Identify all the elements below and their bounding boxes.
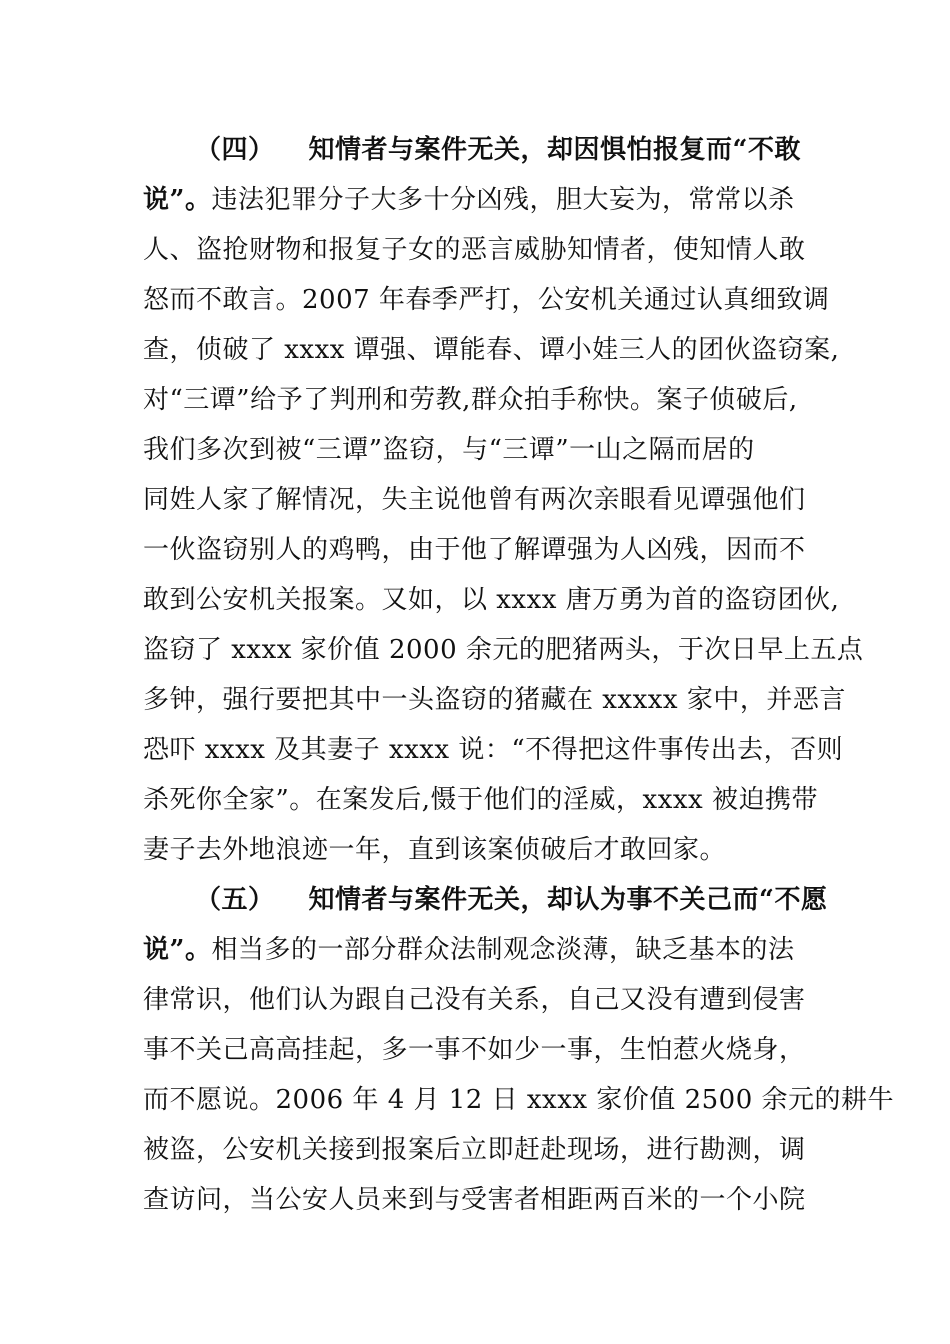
section4-line-10: 盗窃了 xxxx 家价值 2000 余元的肥猪两头，于次日早上五点: [143, 635, 864, 665]
section4-line-4: 查，侦破了 xxxx 谭强、谭能春、谭小娃三人的团伙盗窃案,: [143, 335, 840, 365]
section4-heading-text: 知情者与案件无关，却因惧怕报复而“不敢: [308, 135, 801, 165]
section5-heading: [195, 883, 828, 917]
section5-heading-tail: 说”。: [143, 935, 212, 965]
section4-line-12: 恐吓 xxxx 及其妻子 xxxx 说：“不得把这件事传出去，否则: [143, 735, 844, 765]
section4-line-1: [143, 183, 823, 217]
section4-line-5: 对“三谭”给予了判刑和劳教,群众拍手称快。案子侦破后,: [143, 385, 798, 415]
section4-line-9: 敢到公安机关报案。又如，以 xxxx 唐万勇为首的盗窃团伙,: [143, 585, 840, 615]
section4-heading-label: （四）: [195, 135, 275, 165]
section5-line-6: 查访问，当公安人员来到与受害者相距两百米的一个小院: [143, 1185, 806, 1215]
section4-heading: [195, 133, 825, 167]
section4-line-6: 我们多次到被“三谭”盗窃，与“三谭”一山之隔而居的: [143, 435, 755, 465]
section4-line-7: 同姓人家了解情况，失主说他曾有两次亲眼看见谭强他们: [143, 485, 806, 515]
section5-text: 相当多的一部分群众法制观念淡薄，缺乏基本的法: [211, 935, 795, 965]
section5-line-4: 而不愿说。2006 年 4 月 12 日 xxxx 家价值 2500 余元的耕牛: [143, 1085, 894, 1115]
section4-line-3: 怒而不敢言。2007 年春季严打，公安机关通过认真细致调: [143, 285, 830, 315]
section4-line-8: 一伙盗窃别人的鸡鸭，由于他了解谭强为人凶残，因而不: [143, 535, 806, 565]
section4-line-14: 妻子去外地浪迹一年，直到该案侦破后才敢回家。: [143, 835, 727, 865]
section5-line-3: 事不关己高高挂起，多一事不如少一事，生怕惹火烧身，: [143, 1035, 806, 1065]
section4-line-11: 多钟，强行要把其中一头盗窃的猪藏在 xxxxx 家中，并恶言: [143, 685, 846, 715]
section5-heading-label: （五）: [195, 885, 275, 915]
section4-text: 违法犯罪分子大多十分凶残，胆大妄为，常常以杀: [211, 185, 795, 215]
section4-line-13: 杀死你全家”。在案发后,慑于他们的淫威，xxxx 被迫携带: [143, 785, 818, 815]
section4-line-2: 人、盗抢财物和报复子女的恶言威胁知情者，使知情人敢: [143, 235, 806, 265]
section5-line-1: [143, 933, 823, 967]
section5-line-5: 被盗，公安机关接到报案后立即赶赴现场，进行勘测，调: [143, 1135, 806, 1165]
section5-heading-text: 知情者与案件无关，却认为事不关己而“不愿: [308, 885, 828, 915]
section5-line-2: 律常识，他们认为跟自己没有关系，自己又没有遭到侵害: [143, 985, 806, 1015]
section4-heading-tail: 说”。: [143, 185, 212, 215]
